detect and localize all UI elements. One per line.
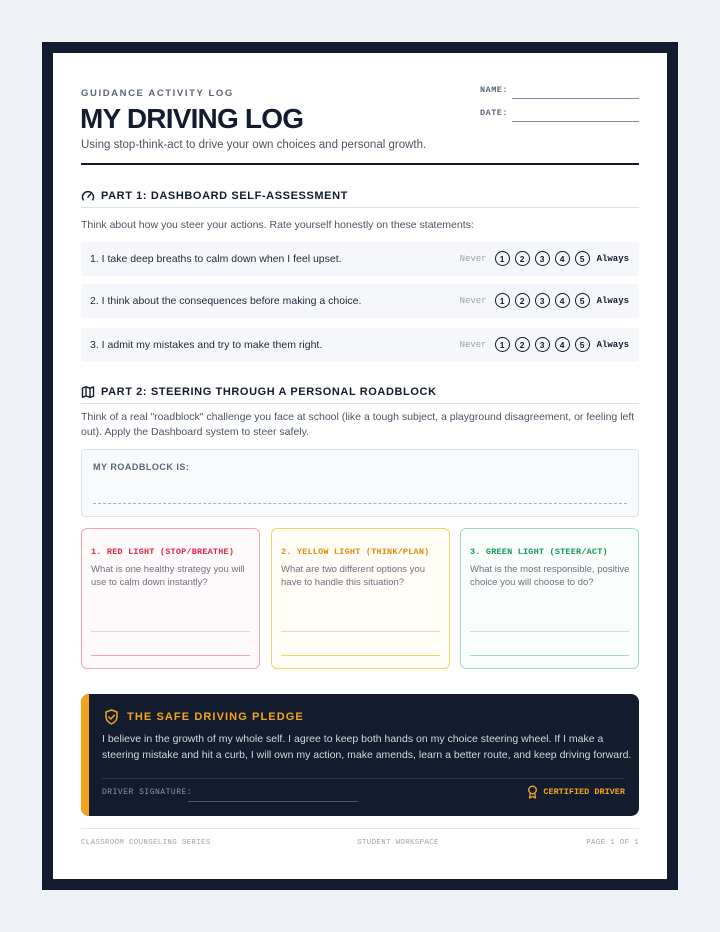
yellow-light-card [271, 528, 450, 669]
rating-option[interactable]: 2 [515, 251, 530, 266]
rating-option[interactable]: 3 [535, 251, 550, 266]
scale-low-label: Never [459, 339, 487, 350]
statement-text: 1. I take deep breaths to calm down when I feel upset. [90, 253, 342, 265]
rating-option[interactable]: 5 [575, 293, 590, 308]
rating-option[interactable]: 1 [495, 251, 510, 266]
scale-high-label: Always [596, 253, 629, 264]
answer-line[interactable] [470, 655, 629, 656]
card-question: What is the most responsible, positive choice you will choose to do? [470, 564, 630, 588]
scale-low-label: Never [459, 295, 487, 306]
award-icon [527, 785, 538, 799]
scale-high-label: Always [596, 339, 629, 350]
footer-divider [81, 828, 639, 829]
rating-scale [460, 337, 629, 352]
roadblock-label: MY ROADBLOCK IS: [93, 462, 190, 472]
card-title: 1. RED LIGHT (STOP/BREATHE) [91, 547, 235, 557]
statement-row [81, 328, 639, 362]
card-title: 3. GREEN LIGHT (STEER/ACT) [470, 547, 608, 557]
answer-line[interactable] [470, 631, 629, 632]
rating-option[interactable]: 5 [575, 251, 590, 266]
statement-row [81, 284, 639, 318]
card-title: 2. YELLOW LIGHT (THINK/PLAN) [281, 547, 430, 557]
answer-line[interactable] [281, 655, 440, 656]
statement-text: 3. I admit my mistakes and try to make them right. [90, 339, 323, 351]
green-light-card [460, 528, 639, 669]
part1-heading [81, 189, 348, 203]
rating-scale [460, 251, 629, 266]
statement-row [81, 242, 639, 276]
date-label: DATE: [480, 108, 509, 118]
rating-option[interactable]: 3 [535, 337, 550, 352]
pledge-text: I believe in the growth of my whole self. I agree to keep both hands on my choice steering wheel. If I make a steering mistake and hit a curb, I will own my action, make amends, learn a better route, and keep driving forward. [102, 733, 632, 761]
page-subtitle: Using stop-think-act to drive your own choices and personal growth. [81, 139, 427, 151]
shield-check-icon [104, 709, 119, 725]
rating-option[interactable]: 1 [495, 293, 510, 308]
card-question: What are two different options you have to handle this situation? [281, 564, 425, 588]
date-field[interactable] [512, 121, 639, 122]
part2-heading-text: PART 2: STEERING THROUGH A PERSONAL ROADBLOCK [101, 386, 437, 398]
card-question: What is one healthy strategy you will use to calm down instantly? [91, 564, 245, 588]
roadblock-box[interactable] [81, 449, 639, 517]
part2-intro: Think of a real "roadblock" challenge you face at school (like a tough subject, a playground disagreement, or feeling left out). Apply the Dashboard system to steer safely. [81, 411, 635, 438]
part1-divider [81, 207, 639, 208]
answer-line[interactable] [281, 631, 440, 632]
gauge-icon [81, 189, 95, 203]
part2-heading [81, 385, 437, 399]
footer-workspace: STUDENT WORKSPACE [357, 839, 439, 847]
name-label: NAME: [480, 85, 509, 95]
rating-option[interactable]: 2 [515, 293, 530, 308]
rating-option[interactable]: 4 [555, 251, 570, 266]
map-icon [81, 385, 95, 399]
part1-intro: Think about how you steer your actions. Rate yourself honestly on these statements: [81, 219, 474, 231]
pledge-panel [81, 694, 639, 816]
rating-option[interactable]: 4 [555, 293, 570, 308]
pledge-accent-bar [81, 694, 89, 816]
certified-badge [527, 785, 625, 799]
certified-label: CERTIFIED DRIVER [543, 787, 625, 797]
part2-divider [81, 403, 639, 404]
kicker: GUIDANCE ACTIVITY LOG [81, 88, 234, 99]
statement-text: 2. I think about the consequences before making a choice. [90, 295, 362, 307]
header-divider [81, 163, 639, 165]
pledge-heading [104, 709, 304, 725]
scale-low-label: Never [459, 253, 487, 264]
rating-option[interactable]: 3 [535, 293, 550, 308]
answer-line[interactable] [91, 655, 250, 656]
rating-option[interactable]: 4 [555, 337, 570, 352]
roadblock-answer-line [93, 503, 627, 504]
pledge-title: THE SAFE DRIVING PLEDGE [127, 711, 304, 723]
rating-option[interactable]: 1 [495, 337, 510, 352]
red-light-card [81, 528, 260, 669]
pledge-divider [102, 778, 625, 779]
part1-heading-text: PART 1: DASHBOARD SELF-ASSESSMENT [101, 190, 348, 202]
name-field[interactable] [512, 98, 639, 99]
rating-scale [460, 293, 629, 308]
rating-option[interactable]: 2 [515, 337, 530, 352]
worksheet [53, 53, 667, 879]
signature-label: DRIVER SIGNATURE: [102, 788, 193, 797]
signature-field[interactable] [188, 801, 358, 802]
scale-high-label: Always [596, 295, 629, 306]
page-title: MY DRIVING LOG [80, 103, 304, 134]
footer-page: PAGE 1 OF 1 [586, 839, 639, 847]
answer-line[interactable] [91, 631, 250, 632]
footer-series: CLASSROOM COUNSELING SERIES [81, 839, 211, 847]
rating-option[interactable]: 5 [575, 337, 590, 352]
